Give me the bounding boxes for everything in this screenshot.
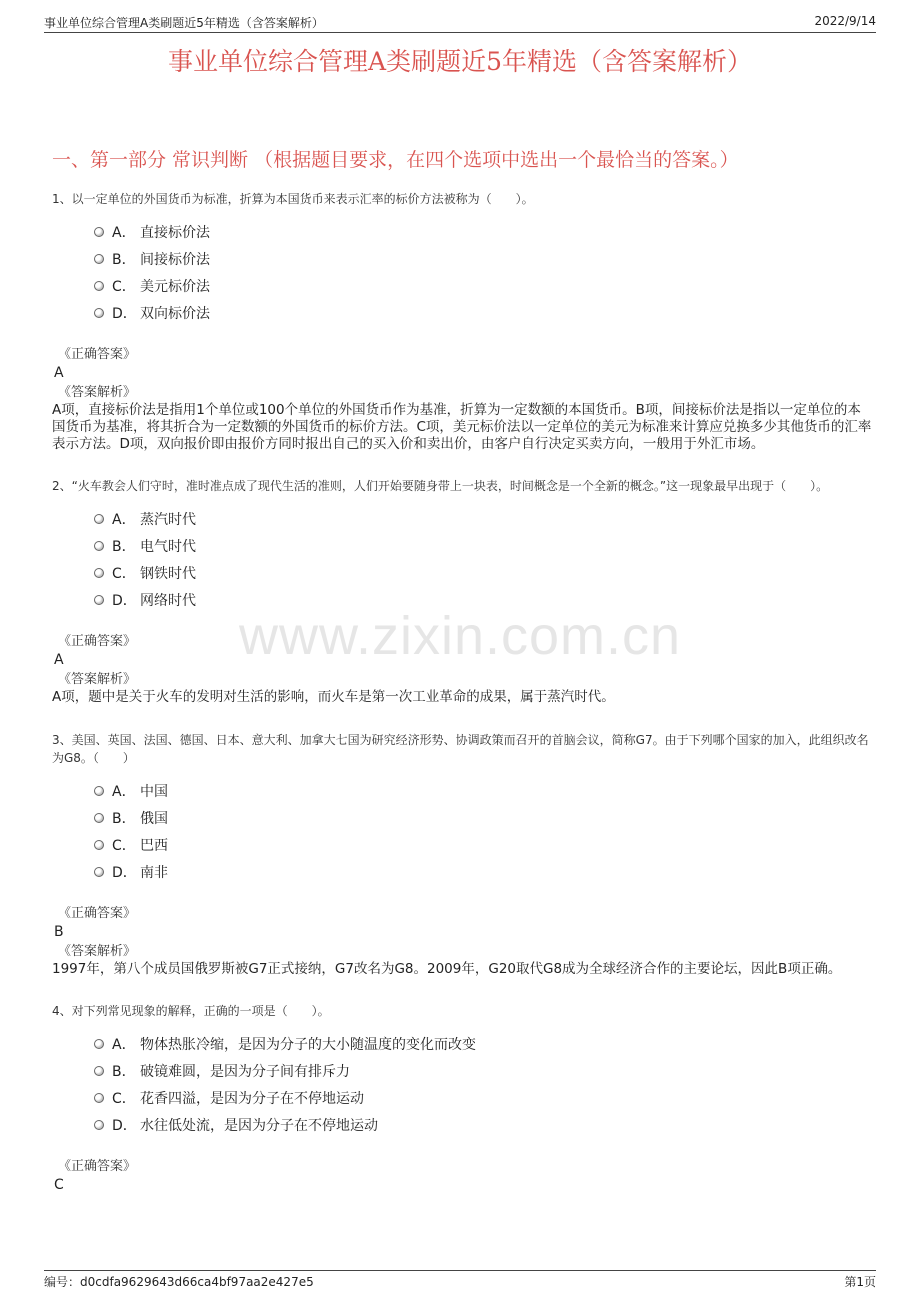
radio-icon[interactable] [94, 867, 104, 877]
radio-icon[interactable] [94, 308, 104, 318]
option-d[interactable]: D． 南非 [94, 858, 872, 885]
option-c[interactable]: C． 钢铁时代 [94, 559, 872, 586]
option-list [94, 1030, 872, 1138]
answer-analysis: A项，直接标价法是指用1个单位或100个单位的外国货币作为基准，折算为一定数额的本国货币。B项，间接标价法是指以一定单位的本国货币为基准，将其折合为一定数额的外国货币的标价方法。C项，美元标价法以一定单位的美元为标准来计算应兑换多少其他货币的汇率表示方法。D项，双向报价即由报价方同时报出自己的买入价和卖出价，由客户自行决定买卖方向，一般用于外汇市场。 [52, 402, 872, 452]
answer-label: 《正确答案》 [58, 906, 137, 921]
analysis-label: 《答案解析》 [58, 385, 137, 400]
document-title: 事业单位综合管理A类刷题近5年精选（含答案解析） [168, 47, 752, 76]
option-c[interactable]: C． 巴西 [94, 831, 872, 858]
option-c[interactable]: C． 花香四溢，是因为分子在不停地运动 [94, 1084, 872, 1111]
option-list [94, 777, 872, 885]
question-stem: 1、以一定单位的外国货币为标准，折算为本国货币来表示汇率的标价方法被称为（ ）。 [52, 192, 534, 206]
option-b[interactable]: B． 电气时代 [94, 532, 872, 559]
analysis-label: 《答案解析》 [58, 672, 137, 687]
radio-icon[interactable] [94, 786, 104, 796]
option-d[interactable]: D． 网络时代 [94, 586, 872, 613]
radio-icon[interactable] [94, 1039, 104, 1049]
analysis-label: 《答案解析》 [58, 944, 137, 959]
watermark: www.zixin.com.cn [238, 606, 682, 666]
question-stem: 4、对下列常见现象的解释，正确的一项是（ ）。 [52, 1004, 330, 1018]
question-4 [52, 1002, 872, 1196]
header-date: 2022/9/14 [814, 14, 876, 28]
option-a[interactable]: A． 中国 [94, 777, 872, 804]
document-code: 编号：d0cdfa9629643d66ca4bf97aa2e427e5 [44, 1275, 314, 1289]
correct-answer: A [54, 652, 64, 668]
radio-icon[interactable] [94, 813, 104, 823]
correct-answer: C [54, 1177, 64, 1193]
section-heading: 一、第一部分 常识判断 （根据题目要求，在四个选项中选出一个最恰当的答案。） [52, 149, 739, 171]
radio-icon[interactable] [94, 1093, 104, 1103]
option-b[interactable]: B． 俄国 [94, 804, 872, 831]
question-stem: 3、美国、英国、法国、德国、日本、意大利、加拿大七国为研究经济形势、协调政策而召开的首脑会议，简称G7。由于下列哪个国家的加入，此组织改名为G8。（ ） [52, 733, 869, 765]
header-doc-title: 事业单位综合管理A类刷题近5年精选（含答案解析） [44, 16, 324, 30]
option-d[interactable]: D． 双向标价法 [94, 299, 872, 326]
answer-label: 《正确答案》 [58, 634, 137, 649]
option-b[interactable]: B． 间接标价法 [94, 245, 872, 272]
answer-label: 《正确答案》 [58, 1159, 137, 1174]
radio-icon[interactable] [94, 1120, 104, 1130]
radio-icon[interactable] [94, 595, 104, 605]
page-footer [44, 1270, 876, 1289]
radio-icon[interactable] [94, 568, 104, 578]
option-a[interactable]: A． 物体热胀冷缩，是因为分子的大小随温度的变化而改变 [94, 1030, 872, 1057]
option-a[interactable]: A． 蒸汽时代 [94, 505, 872, 532]
answer-analysis: A项，题中是关于火车的发明对生活的影响，而火车是第一次工业革命的成果，属于蒸汽时代。 [52, 689, 615, 705]
option-c[interactable]: C． 美元标价法 [94, 272, 872, 299]
option-d[interactable]: D． 水往低处流，是因为分子在不停地运动 [94, 1111, 872, 1138]
answer-analysis: 1997年，第八个成员国俄罗斯被G7正式接纳，G7改名为G8。2009年，G20取代G8成为全球经济合作的主要论坛，因此B项正确。 [52, 961, 842, 977]
radio-icon[interactable] [94, 514, 104, 524]
radio-icon[interactable] [94, 840, 104, 850]
answer-label: 《正确答案》 [58, 347, 137, 362]
radio-icon[interactable] [94, 254, 104, 264]
option-list [94, 218, 872, 326]
question-2 [52, 477, 872, 706]
radio-icon[interactable] [94, 281, 104, 291]
option-list [94, 505, 872, 613]
radio-icon[interactable] [94, 541, 104, 551]
page-header [44, 14, 876, 33]
question-stem: 2、“火车教会人们守时，准时准点成了现代生活的准则，人们开始要随身带上一块表，时间概念是一个全新的概念。”这一现象最早出现于（ ）。 [52, 479, 829, 493]
question-3 [52, 731, 872, 978]
question-1 [52, 190, 872, 453]
option-a[interactable]: A． 直接标价法 [94, 218, 872, 245]
page-number: 第1页 [844, 1275, 876, 1289]
option-b[interactable]: B． 破镜难圆，是因为分子间有排斥力 [94, 1057, 872, 1084]
radio-icon[interactable] [94, 1066, 104, 1076]
correct-answer: B [54, 924, 64, 940]
radio-icon[interactable] [94, 227, 104, 237]
correct-answer: A [54, 365, 64, 381]
